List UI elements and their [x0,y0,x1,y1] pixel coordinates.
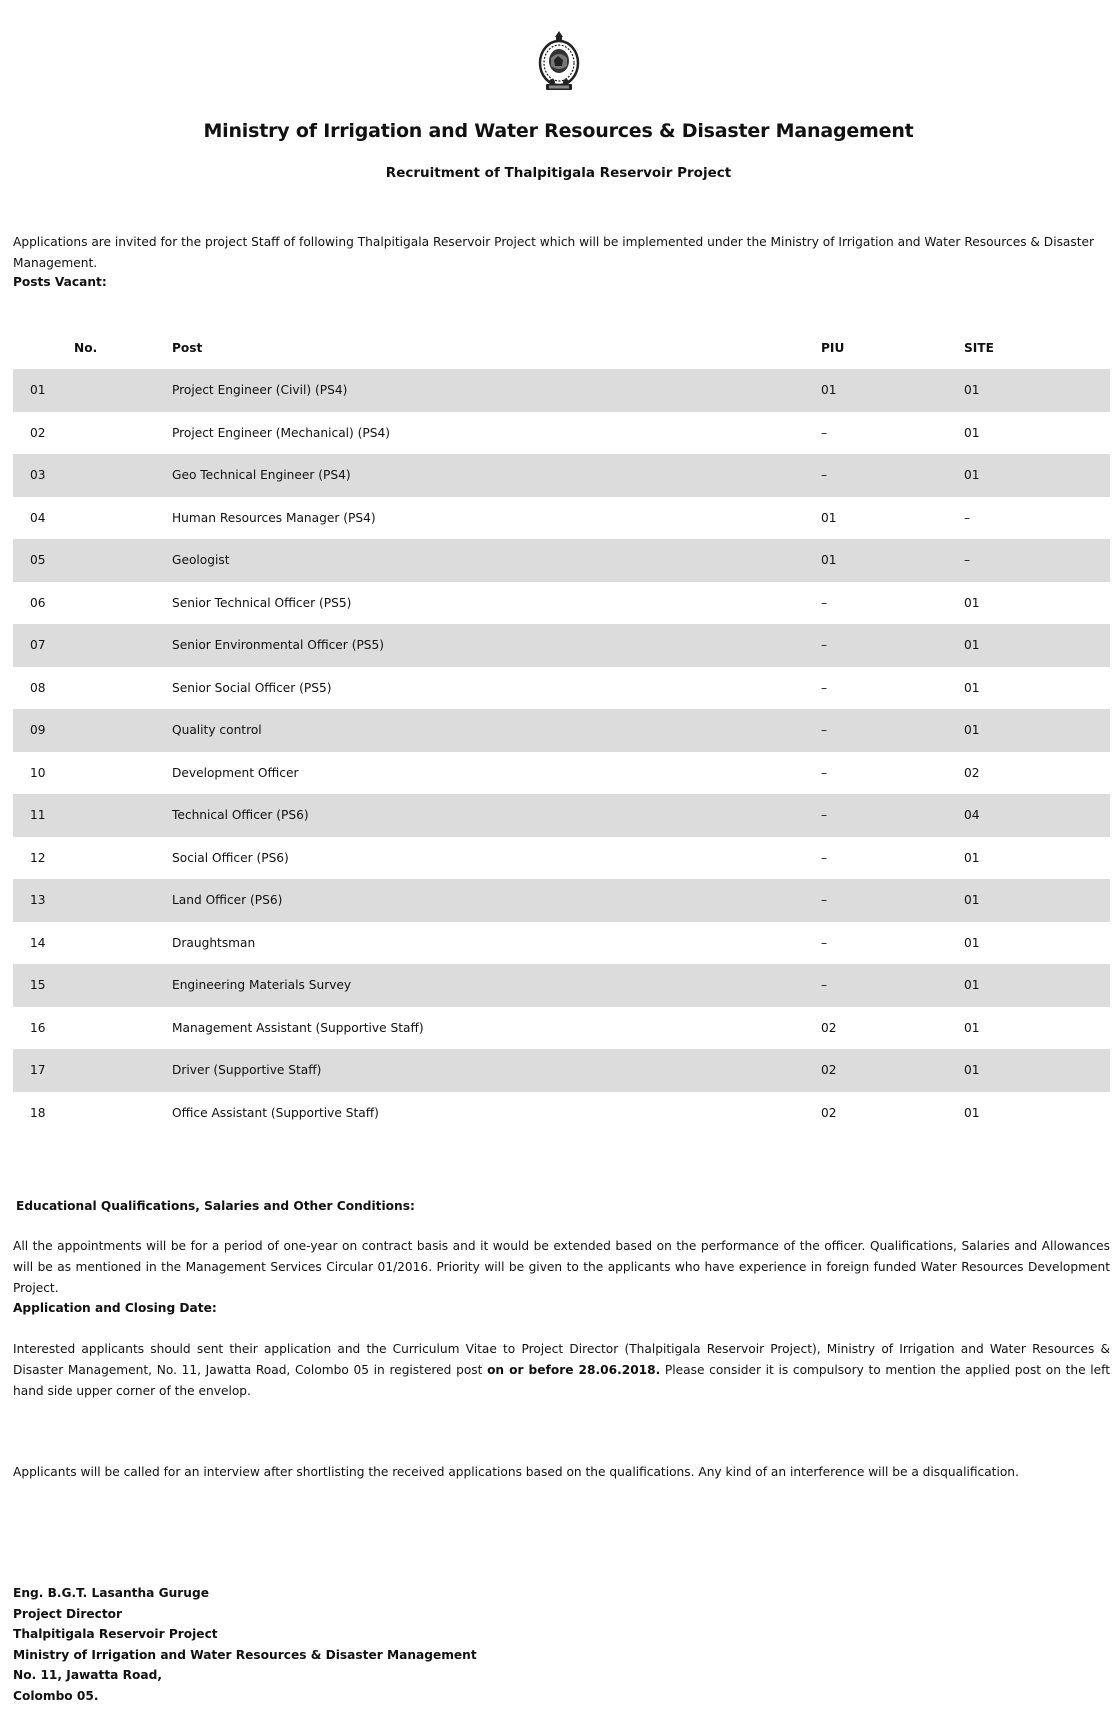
row-no: 11 [30,808,46,822]
row-piu: – [821,723,828,737]
table-row [13,539,1110,582]
table-row [13,667,1110,710]
row-piu: 02 [821,1020,837,1035]
row-site: 01 [964,1020,980,1035]
row-site: 01 [964,850,980,865]
application-text-start: Interested applicants should sent their application and the Curriculum Vitae to Project Director (Thalpitigala Reservoir Project), Ministry of Irrigation and Water Resources & Disaster Management, No. 11, Jawatta Road, Colombo 05 in registered post [13,1342,1110,1377]
row-post: Development Officer [172,765,299,780]
row-no: 02 [30,425,46,440]
row-piu: – [821,595,828,610]
row-piu: – [821,893,828,907]
qualifications-heading: Educational Qualifications, Salaries and Other Conditions: [16,1199,415,1213]
application-paragraph [13,1339,1110,1402]
row-no: 17 [30,1063,46,1077]
row-no: 01 [30,383,46,397]
header-piu: PIU [821,341,845,355]
recruitment-subtitle: Recruitment of Thalpitigala Reservoir Project [385,165,732,181]
table-row [13,879,1110,922]
row-site: 01 [964,1063,980,1077]
row-piu: 02 [821,1063,837,1077]
row-site: 01 [964,638,980,652]
row-site: 04 [964,808,980,822]
row-post: Management Assistant (Supportive Staff) [172,1020,424,1035]
row-post: Project Engineer (Civil) (PS4) [172,383,348,397]
closing-date: on or before 28.06.2018. [487,1363,661,1377]
row-no: 16 [30,1020,46,1035]
row-post: Project Engineer (Mechanical) (PS4) [172,425,391,440]
row-piu: – [821,808,828,822]
row-post: Draughtsman [172,935,256,950]
row-post: Land Officer (PS6) [172,893,283,907]
application-text-end: Please consider it is compulsory to mention the applied post on the left hand side upper corner of the envelop. [13,1363,1110,1398]
row-post: Geologist [172,553,230,567]
row-site: 01 [964,595,980,610]
signatory-address-street: No. 11, Jawatta Road, [13,1668,162,1682]
signatory-title: Project Director [13,1606,123,1621]
table-row [13,837,1110,880]
table-row [13,1049,1110,1092]
row-piu: – [821,638,828,652]
table-row [13,497,1110,540]
row-site: – [964,510,971,525]
row-post: Technical Officer (PS6) [172,808,309,822]
interview-note: Applicants will be called for an interview after shortlisting the received applications based on the qualifications. Any kind of an interference will be a disqualification. [13,1465,1019,1479]
row-site: 02 [964,765,980,780]
header-no: No. [74,341,98,355]
row-site: – [964,553,971,567]
row-piu: – [821,425,828,440]
row-piu: – [821,850,828,865]
header-site: SITE [964,341,994,355]
posts-table [13,327,1110,1134]
row-no: 07 [30,638,46,652]
row-post: Senior Technical Officer (PS5) [172,595,352,610]
row-site: 01 [964,383,980,397]
table-row [13,454,1110,497]
row-piu: – [821,765,828,780]
posts-vacant-heading: Posts Vacant: [13,275,107,289]
sri-lanka-emblem-icon [536,30,582,92]
row-no: 15 [30,978,46,992]
table-row [13,582,1110,625]
row-post: Social Officer (PS6) [172,850,289,865]
intro-paragraph: Applications are invited for the project Staff of following Thalpitigala Reservoir Project which will be implemented under the Ministry of Irrigation and Water Resources & Disaster Management. [13,235,1095,270]
row-site: 01 [964,723,980,737]
row-site: 01 [964,425,980,440]
table-row [13,794,1110,837]
row-post: Senior Social Officer (PS5) [172,680,332,695]
row-post: Engineering Materials Survey [172,978,352,992]
table-row [13,964,1110,1007]
row-piu: 01 [821,553,837,567]
row-site: 01 [964,978,980,992]
row-post: Geo Technical Engineer (PS4) [172,468,351,482]
ministry-title: Ministry of Irrigation and Water Resources & Disaster Management [203,120,914,142]
row-piu: – [821,935,828,950]
row-piu: 02 [821,1105,837,1120]
row-post: Driver (Supportive Staff) [172,1063,322,1077]
row-no: 08 [30,680,46,695]
row-no: 09 [30,723,46,737]
header-post: Post [172,341,203,355]
row-no: 06 [30,595,46,610]
row-no: 18 [30,1105,46,1120]
row-post: Senior Environmental Officer (PS5) [172,638,385,652]
row-no: 05 [30,553,46,567]
table-row [13,1092,1110,1135]
row-no: 10 [30,765,46,780]
row-no: 04 [30,510,46,525]
row-site: 01 [964,893,980,907]
row-no: 12 [30,850,46,865]
row-post: Quality control [172,723,262,737]
table-header [13,327,1110,369]
row-piu: – [821,468,828,482]
table-row [13,1007,1110,1050]
table-row [13,624,1110,667]
signatory-ministry: Ministry of Irrigation and Water Resources & Disaster Management [13,1647,477,1662]
table-row [13,412,1110,455]
signatory-name: Eng. B.G.T. Lasantha Guruge [13,1586,209,1600]
row-no: 03 [30,468,46,482]
table-row [13,752,1110,795]
signatory-address-city: Colombo 05. [13,1688,99,1703]
row-piu: – [821,680,828,695]
table-row [13,922,1110,965]
row-piu: – [821,978,828,992]
row-site: 01 [964,1105,980,1120]
signatory-project: Thalpitigala Reservoir Project [13,1627,218,1641]
row-site: 01 [964,680,980,695]
row-piu: 01 [821,510,837,525]
application-heading: Application and Closing Date: [13,1301,217,1315]
row-site: 01 [964,468,980,482]
qualifications-paragraph: All the appointments will be for a period of one-year on contract basis and it would be extended based on the performance of the officer. Qualifications, Salaries and Allowances will be as mentioned in the Management Services Circular 01/2016. Priority will be given to the applicants who have experience in foreign funded Water Resources Development Project. [13,1239,1110,1295]
table-row [13,709,1110,752]
table-row [13,369,1110,412]
signature-block [13,1583,477,1706]
row-post: Office Assistant (Supportive Staff) [172,1105,379,1120]
row-no: 14 [30,935,46,950]
row-piu: 01 [821,383,837,397]
row-no: 13 [30,893,46,907]
row-post: Human Resources Manager (PS4) [172,510,376,525]
row-site: 01 [964,935,980,950]
